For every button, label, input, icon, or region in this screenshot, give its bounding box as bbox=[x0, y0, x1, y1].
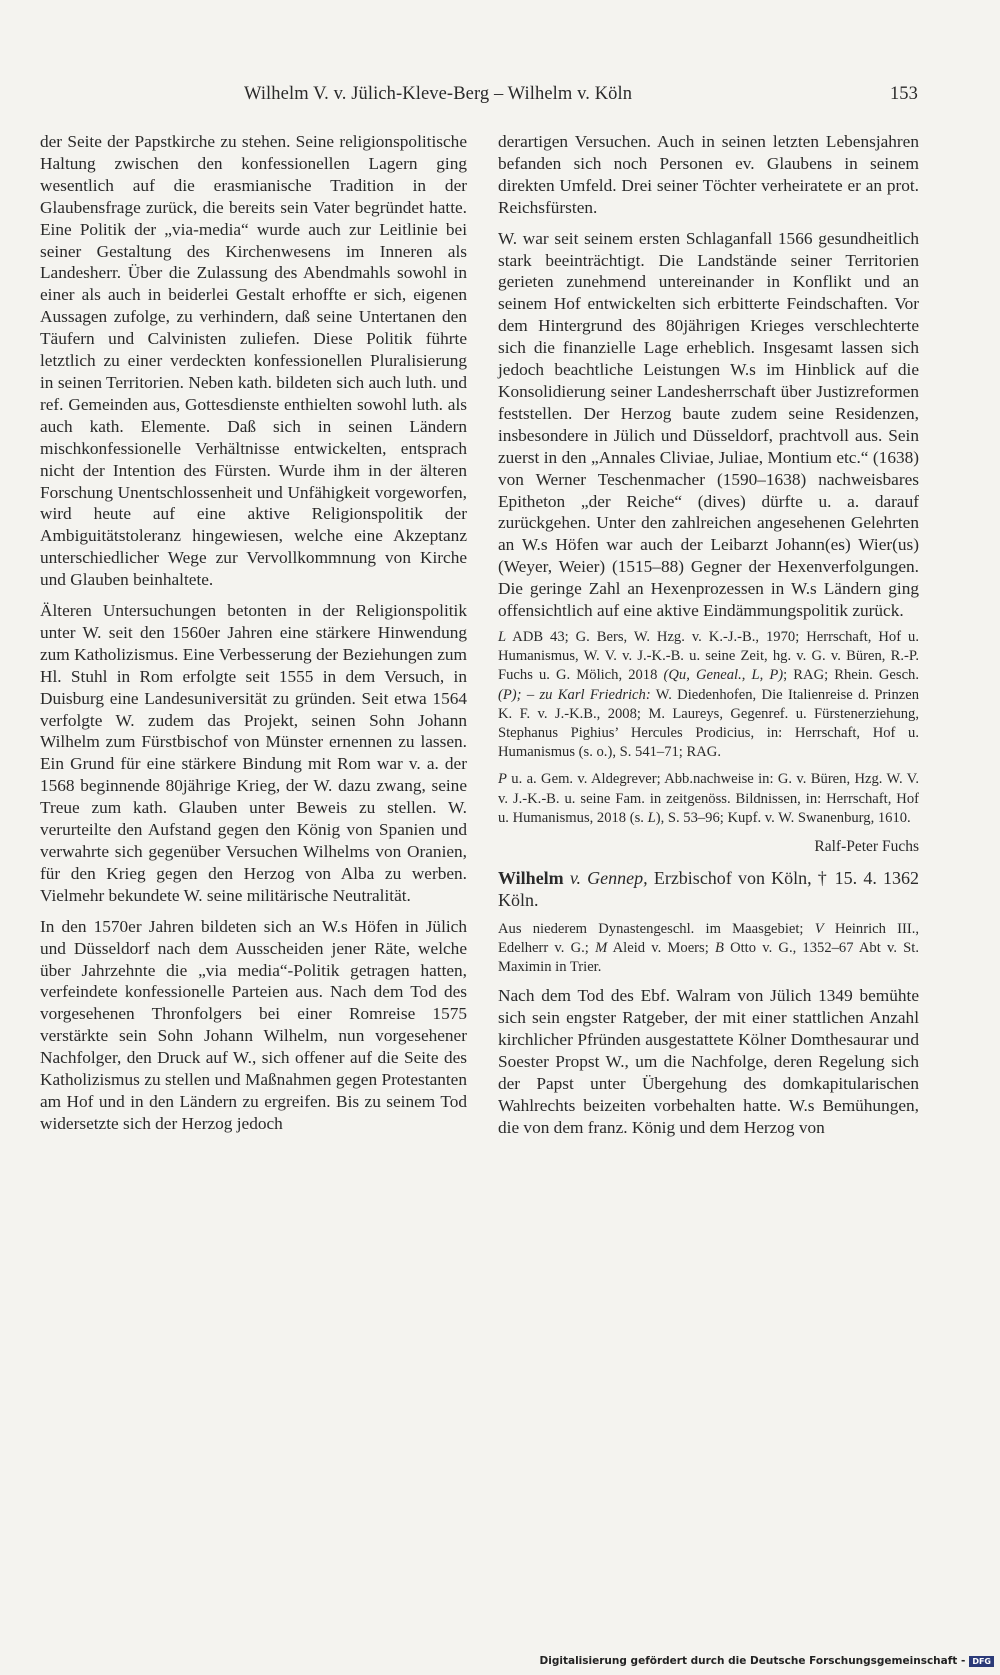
literature-note bbox=[498, 628, 919, 762]
paragraph: Älteren Untersuchungen betonten in der Religionspolitik unter W. seit den 1560er Jahren eine stärkere Hinwendung zum Katholizismus. Eine Verbesserung der Beziehungen zum Hl. Stuhl in Rom erfolgte seit 1555 in dem Versuch, in Duisburg eine Landesuniversität zu gründen. Seit etwa 1564 verfolgte W. zudem das Projekt, seinen Sohn Johann Wilhelm zum Fürstbischof von Münster ernennen zu lassen. Ein Grund für eine stärkere Bindung mit Rom war v. a. der 1568 beginnende 80jährige Krieg, der W. dazu zwang, seine Treue zum kath. Glauben unter Beweis zu stellen. W. verurteilte den Aufstand gegen den König von Spanien und verwahrte sich gegenüber Versuchen Wilhelms von Oranien, für den Krieg gegen den Herzog von Alba zu werben. Vielmehr bekundete W. seine militärische Neutralität. bbox=[40, 601, 467, 905]
port-text: ), S. 53–96; Kupf. v. W. Swanenburg, 1610. bbox=[655, 809, 911, 826]
entry-name-italic: v. Gennep, bbox=[563, 867, 648, 888]
paragraph: In den 1570er Jahren bildeten sich an W.s Höfen in Jülich und Düsseldorf nach dem Ausscheiden jener Räte, welche über Jahrzehnte die „via media“-Politik getragen hatten, verfeindete konfessionelle Parteien aus. Nach dem Tod des vorgesehenen Thronfolgers bei einer Romreise 1575 verstärkte sein Sohn Johann Wilhelm, nun vorgesehener Nachfolger, den Druck auf W., sich offener auf die Seite des Katholizismus zu stellen und Maßnahmen gegen Protestanten am Hof und in den Ländern zu ergreifen. Bis zu seinem Tod widersetzte sich der Herzog jedoch bbox=[40, 916, 467, 1133]
right-column bbox=[498, 131, 919, 1148]
lit-italic: (Qu, Geneal., L, P) bbox=[663, 667, 784, 684]
gen-text: Aus niederem Dynastengeschl. im Maasgebiet; bbox=[498, 920, 815, 937]
gen-text: Heinrich III., Edelherr v. G.; bbox=[498, 920, 920, 957]
lit-label: L bbox=[498, 628, 507, 645]
gen-label: B bbox=[714, 940, 724, 957]
entry-heading bbox=[498, 867, 919, 911]
lit-text: ADB 43; G. Bers, W. Hzg. v. K.-J.-B., 1970; Herrschaft, Hof u. Humanismus, W. V. v. J.-K.-B. u. seine Zeit, hg. v. G. v. Büren, R.-P. Fuchs u. G. Mölich, 2018 bbox=[498, 628, 919, 684]
gen-label: M bbox=[595, 940, 608, 957]
running-head-title: Wilhelm V. v. Jülich-Kleve-Berg – Wilhelm v. Köln bbox=[244, 84, 633, 104]
paragraph: derartigen Versuchen. Auch in seinen letzten Lebensjahren befanden sich noch Personen ev. Glaubens in seinem direkten Umfeld. Drei seiner Töchter verheiratete er an prot. Reichsfürsten. bbox=[498, 132, 919, 217]
paragraph: der Seite der Papstkirche zu stehen. Seine religionspolitische Haltung zwischen den konfessionellen Lagern ging wesentlich auf die erasmianische Tradition in der Glaubensfrage zurück, die bereits sein Vater begründet hatte. Eine Politik der „via-media“ wurde auch zur Leitlinie bei seiner Gestaltung des Kirchenwesens im Inneren als Landesherr. Über die Zulassung des Abendmahls sowohl in einer als auch in beiderlei Gestalt erhoffte er sich, eigenen Aussagen zufolge, zu verhindern, daß seine Untertanen den Täufern und Calvinisten zuliefen. Diese Politik führte letztlich zu einer verdeckten konfessionellen Pluralisierung in seinen Territorien. Neben kath. bildeten sich auch luth. und ref. Gemeinden aus, Gottesdienste enthielten sowohl luth. als auch kath. Elemente. Daß sich in seinen Ländern mischkonfessionelle Verhältnisse entwickelten, entsprach nicht der Intention des Fürsten. Wurde ihm in der älteren Forschung Unentschlossenheit und Unfähigkeit vorgeworfen, wird heute auf eine aktive Religionspolitik der Ambiguitätstoleranz hingewiesen, welche eine Akzeptanz unterschiedlicher Wege zur Vervollkommnung von Kirche und Glauben beinhaltete. bbox=[40, 132, 467, 590]
entry-name: Wilhelm bbox=[498, 867, 564, 888]
paragraph: Nach dem Tod des Ebf. Walram von Jülich 1349 bemühte sich sein engster Ratgeber, der mit einer stattlichen Anzahl kirchlicher Pfründen ausgestattete Kölner Domthesaurar und Soester Propst W., um die Nachfolge, deren Regelung sich der Papst unter Übergehung des domkapitularischen Wahlrechts beizeiten vorbehalten hatte. W.s Bemühungen, die von dem franz. König und dem Herzog von bbox=[498, 986, 919, 1137]
portrait-note bbox=[498, 770, 919, 828]
page-number: 153 bbox=[889, 84, 918, 104]
digitization-footer bbox=[540, 1655, 994, 1667]
left-column bbox=[40, 131, 467, 1144]
author-signature: Ralf-Peter Fuchs bbox=[814, 837, 919, 855]
entry-heading-rest: Erzbischof von Köln, † 15. 4. 1362 Köln. bbox=[498, 867, 919, 910]
bibliography bbox=[498, 628, 919, 828]
genealogy-note bbox=[498, 920, 919, 978]
gen-text: Aleid v. Moers; bbox=[607, 940, 715, 957]
port-italic: L bbox=[647, 809, 656, 826]
gen-label: V bbox=[814, 920, 824, 937]
lit-text: ; RAG; Rhein. Gesch. bbox=[783, 667, 919, 684]
lit-text: W. Diedenhofen, Die Italienreise d. Prinzen K. F. v. J.-K.B., 2008; M. Laureys, Gegenref. u. Fürstenerziehung, Stephanus Pighius’ Hercules Prodicius, in: Herrschaft, Hof u. Humanismus (s. o.), S. 541–71; RAG. bbox=[498, 686, 919, 761]
gen-text: Otto v. G., 1352–67 Abt v. St. Maximin in Trier. bbox=[498, 940, 919, 976]
lit-italic: (P); – zu Karl Friedrich: bbox=[498, 686, 651, 703]
port-label: P bbox=[498, 771, 507, 788]
paragraph: W. war seit seinem ersten Schlaganfall 1566 gesundheitlich stark beeinträchtigt. Die Landstände seiner Territorien gerieten zunehmend untereinander in Konflikt und an seinem Hof entwickelten sich erbitterte Feindschaften. Vor dem Hintergrund des 80jährigen Krieges verschlechterte sich die finanzielle Lage erheblich. Insgesamt lassen sich jedoch beachtliche Leistungen W.s im Hinblick auf die Konsolidierung seiner Landesherrschaft über Justizreformen feststellen. Der Herzog baute zudem seine Residenzen, insbesondere in Jülich und Düsseldorf, prachtvoll aus. Sein zuerst in den „Annales Cliviae, Juliae, Montium etc.“ (1638) von Werner Teschenmacher (1590–1638) nachweisbares Epitheton „der Reiche“ (dives) dürfte u. a. darauf zurückgehen. Unter den zahlreichen angesehenen Gelehrten an W.s Höfen war auch der Leibarzt Johann(es) Wier(us) (Weyer, Weier) (1515–88) Gegner der Hexenverfolgungen. Die geringe Zahl an Hexenprozessen in W.s Ländern ging offensichtlich auf eine aktive Eindämmungspolitik zurück. bbox=[498, 228, 919, 621]
dfg-logo: DFG bbox=[969, 1656, 994, 1667]
footer-text: Digitalisierung gefördert durch die Deutsche Forschungsgemeinschaft - bbox=[539, 1655, 966, 1667]
port-text: u. a. Gem. v. Aldegrever; Abb.nachweise in: G. v. Büren, Hzg. W. V. v. J.-K.-B. u. seine Fam. in zeitgenöss. Bildnissen, in: Herrschaft, Hof u. Humanismus, 2018 (s. bbox=[498, 771, 919, 826]
genealogy bbox=[498, 920, 919, 978]
